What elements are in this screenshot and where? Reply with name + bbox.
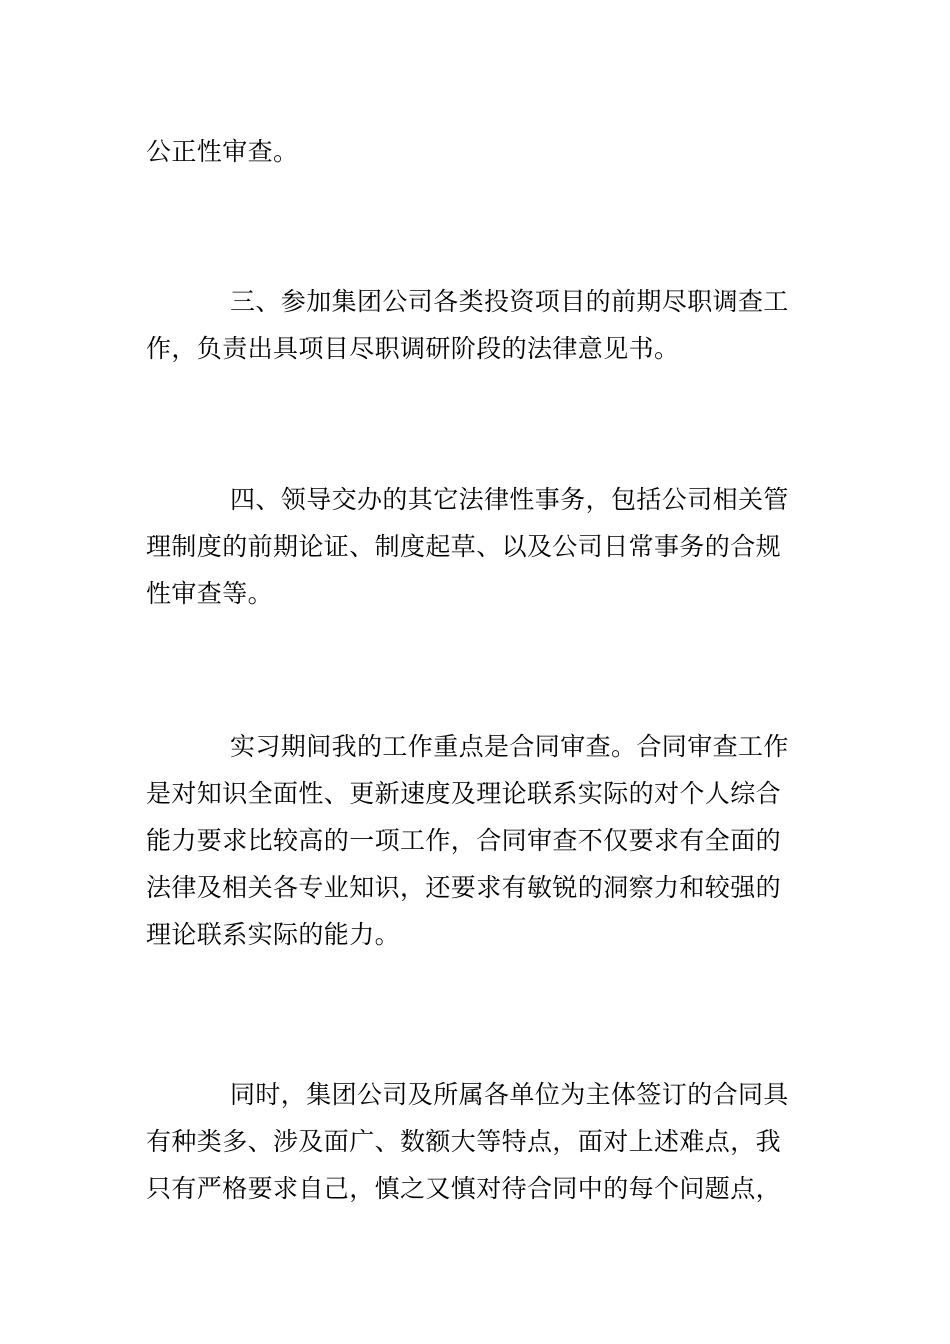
- paragraph-item-three: [146, 278, 808, 372]
- paragraph-line: 实习期间我的工作重点是合同审查。合同审查工作: [230, 732, 789, 761]
- paragraph-continuation: [146, 128, 808, 175]
- paragraph-line: 公正性审查。: [146, 137, 299, 166]
- paragraph-line: 只有严格要求自己，慎之又慎对待合同中的每个问题点，: [146, 1174, 782, 1203]
- paragraph-line: 同时，集团公司及所属各单位为主体签订的合同具: [230, 1080, 789, 1109]
- paragraph-contract-features: [146, 1071, 808, 1212]
- paragraph-line: 作，负责出具项目尽职调研阶段的法律意见书。: [146, 334, 680, 363]
- paragraph-line: 三、参加集团公司各类投资项目的前期尽职调查工: [230, 287, 789, 316]
- paragraph-line: 理制度的前期论证、制度起草、以及公司日常事务的合规: [146, 532, 782, 561]
- paragraph-line: 是对知识全面性、更新速度及理论联系实际的对个人综合: [146, 779, 782, 808]
- paragraph-line: 四、领导交办的其它法律性事务，包括公司相关管: [230, 485, 789, 514]
- paragraph-line: 有种类多、涉及面广、数额大等特点，面对上述难点，我: [146, 1127, 782, 1156]
- paragraph-line: 法律及相关各专业知识，还要求有敏锐的洞察力和较强的: [146, 873, 782, 902]
- paragraph-item-four: [146, 476, 808, 617]
- paragraph-line: 能力要求比较高的一项工作，合同审查不仅要求有全面的: [146, 826, 782, 855]
- paragraph-line: 性审查等。: [146, 579, 274, 608]
- paragraph-internship-focus: [146, 723, 808, 958]
- paragraph-line: 理论联系实际的能力。: [146, 920, 401, 949]
